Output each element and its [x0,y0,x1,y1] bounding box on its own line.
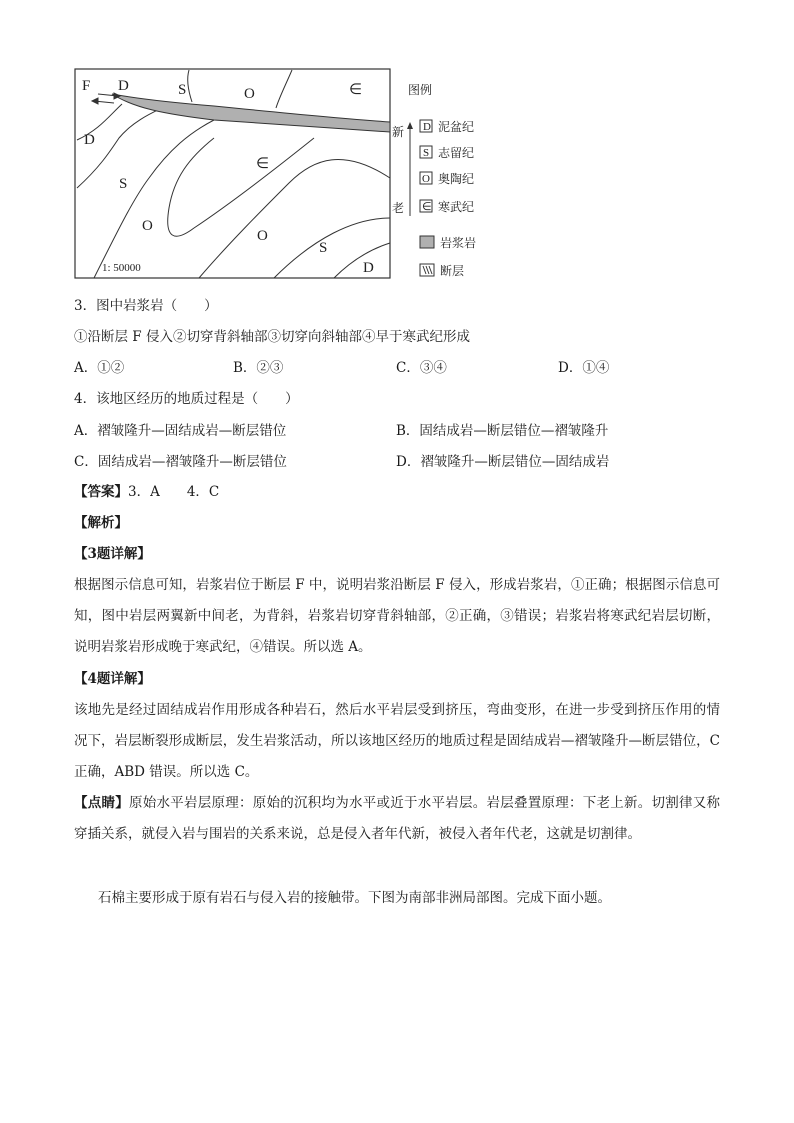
legend-symbol-o: O [422,173,430,185]
stratum-label-left-s: S [119,176,128,192]
q4-option-b: B．固结成岩—断层错位—褶皱隆升 [396,423,609,439]
legend-label-o: 奥陶纪 [438,172,475,186]
legend-fault-icon [420,264,434,276]
legend-magma-swatch [420,236,434,248]
legend-magma-label: 岩浆岩 [440,236,477,250]
analysis-tag: 【解析】 [74,515,128,531]
stratum-label-top-e: ∈ [349,82,363,98]
stratum-label-top-o: O [244,86,255,102]
q4-detail-text: 该地先是经过固结成岩作用形成各种岩石，然后水平岩层受到挤压，弯曲变形，在进一步受到挤压作用的情况下，岩层断裂形成断层，发生岩浆活动，所以该地区经历的地质过程是固结成岩—褶皱隆升—断层错位，C 正确，ABD 错误。所以选 C。 [74,702,720,780]
answer-text: 3．A 4．C [128,484,220,500]
legend-title: 图例 [408,83,433,97]
comment-block [74,788,720,850]
legend-symbol-s: S [423,147,430,159]
q4-stem: 4．该地区经历的地质过程是（ ） [74,391,299,407]
stratum-label-left-d: D [84,132,95,148]
stratum-label-bottom-o: O [257,228,268,244]
comment-tag: 【点睛】 [74,795,129,811]
geologic-map [74,68,494,280]
q3-detail-text: 根据图示信息可知，岩浆岩位于断层 F 中，说明岩浆沿断层 F 侵入，形成岩浆岩，①正确；根据图示信息可知，图中岩层两翼新中间老，为背斜，岩浆岩切穿背斜轴部，②正确，③错误；岩浆岩将寒武纪岩层切断，说明岩浆岩形成晚于寒武纪，④错误。所以选 A。 [74,577,720,655]
map-frame [75,69,390,278]
legend-symbol-d: D [423,121,431,133]
stratum-label-center-e: ∈ [256,156,270,172]
legend-old: 老 [392,201,405,215]
legend-label-d: 泥盆纪 [438,120,475,134]
q4-option-a: A．褶皱隆升—固结成岩—断层错位 [74,423,287,439]
q3-detail-tag: 【3题详解】 [74,546,151,562]
answer-line [74,482,219,502]
q3-stem: 3．图中岩浆岩（ ） [74,298,218,314]
legend-label-e: 寒武纪 [438,200,475,214]
stratum-label-left-o: O [142,218,153,234]
map-scale: 1: 50000 [102,262,141,274]
legend-age-arrow-head [407,122,413,129]
q3-option-c: C．③④ [396,360,447,376]
answer-tag: 【答案】 [74,484,128,500]
stratum-label-bottom-d: D [363,260,374,276]
q4-option-c: C．固结成岩—褶皱隆升—断层错位 [74,454,287,470]
comment-text: 原始水平岩层原理：原始的沉积均为水平或近于水平岩层。岩层叠置原理：下老上新。切割律又称穿插关系，就侵入岩与围岩的关系来说，总是侵入者年代新，被侵入者年代老，这就是切割律。 [74,795,720,842]
legend-fault-label: 断层 [440,264,465,278]
q3-statements: ①沿断层 F 侵入②切穿背斜轴部③切穿向斜轴部④早于寒武纪形成 [74,329,470,345]
next-question-intro: 石棉主要形成于原有岩石与侵入岩的接触带。下图为南部非洲局部图。完成下面小题。 [98,890,611,906]
q4-detail-tag: 【4题详解】 [74,671,151,687]
legend-label-s: 志留纪 [438,146,475,160]
q3-option-b: B．②③ [233,360,284,376]
q3-option-d: D．①④ [558,360,610,376]
legend-symbol-e: ∈ [422,201,432,213]
stratum-label-top-s: S [178,82,187,98]
stratum-label-top-d: D [118,78,129,94]
stratum-label-bottom-s: S [319,240,328,256]
fault-f-label: F [82,78,91,94]
geologic-map-svg [74,68,494,280]
q3-option-a: A．①② [74,360,125,376]
legend-new: 新 [392,125,405,139]
q4-option-d: D．褶皱隆升—断层错位—固结成岩 [396,454,610,470]
